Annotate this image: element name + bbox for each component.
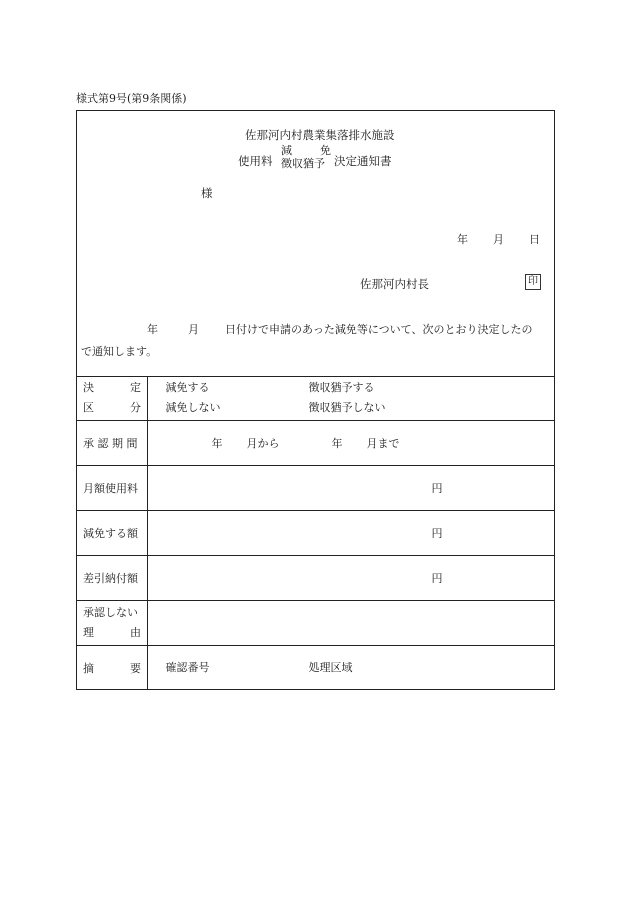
table-row bbox=[77, 601, 554, 646]
label-char: 決 bbox=[83, 381, 94, 394]
option-no-reduce[interactable]: 減免しない bbox=[165, 401, 221, 414]
period-year-to: 年 bbox=[331, 437, 343, 450]
reduction-amount-value[interactable] bbox=[147, 511, 554, 556]
reduction-bottom: 徴収猶予 bbox=[281, 157, 325, 170]
seal-mark: 印 bbox=[525, 274, 541, 290]
yen-unit: 円 bbox=[431, 482, 443, 495]
label-char: 定 bbox=[130, 381, 141, 394]
label-char: 要 bbox=[130, 662, 141, 675]
date-day: 日 bbox=[529, 233, 540, 246]
date-month: 月 bbox=[493, 233, 504, 246]
decision-table bbox=[77, 376, 554, 690]
body-year: 年 bbox=[147, 323, 158, 336]
summary-value bbox=[147, 646, 554, 691]
issue-date bbox=[457, 231, 540, 247]
body-month: 月 bbox=[188, 323, 199, 336]
confirmation-number-label: 確認番号 bbox=[165, 661, 210, 674]
reduction-type-stack bbox=[281, 144, 331, 170]
period-year-from: 年 bbox=[211, 437, 223, 450]
label-char: 区 bbox=[83, 401, 94, 414]
decision-options bbox=[147, 376, 554, 421]
table-row bbox=[77, 421, 554, 466]
net-payment-label: 差引納付額 bbox=[77, 556, 147, 601]
option-reduce[interactable]: 減免する bbox=[165, 381, 210, 394]
table-row bbox=[77, 466, 554, 511]
body-line2: で通知します。 bbox=[81, 345, 158, 358]
label-char: 摘 bbox=[83, 662, 94, 675]
table-row bbox=[77, 511, 554, 556]
reduction-amount-label: 減免する額 bbox=[77, 511, 147, 556]
form-number: 様式第9号(第9条関係) bbox=[76, 92, 187, 105]
label-line: 承認しない bbox=[83, 606, 138, 619]
addressee-honorific: 様 bbox=[201, 186, 213, 200]
date-year: 年 bbox=[457, 233, 468, 246]
yen-unit: 円 bbox=[431, 572, 443, 585]
decision-notice-title: 決定通知書 bbox=[334, 154, 392, 168]
decision-category-label bbox=[77, 376, 147, 421]
notice-form bbox=[76, 110, 555, 690]
period-from: 月から bbox=[246, 437, 280, 450]
label-char: 理 bbox=[83, 626, 94, 639]
period-to: 月まで bbox=[366, 437, 400, 450]
approval-period-label: 承 認 期 間 bbox=[77, 421, 147, 466]
table-row bbox=[77, 376, 554, 421]
option-defer[interactable]: 徴収猶予する bbox=[308, 381, 375, 394]
body-line1: 日付けで申請のあった減免等について、次のとおり決定したの bbox=[225, 323, 533, 336]
facility-title: 佐那河内村農業集落排水施設 bbox=[245, 128, 395, 142]
net-payment-value[interactable] bbox=[147, 556, 554, 601]
rejection-reason-label bbox=[77, 601, 147, 646]
notice-body bbox=[81, 319, 551, 363]
table-row bbox=[77, 646, 554, 691]
notice-header bbox=[77, 111, 554, 377]
yen-unit: 円 bbox=[431, 527, 443, 540]
approval-period-value[interactable] bbox=[147, 421, 554, 466]
reduction-top-left: 減 bbox=[281, 144, 292, 157]
rejection-reason-value[interactable] bbox=[147, 601, 554, 646]
monthly-fee-label: 月額使用料 bbox=[77, 466, 147, 511]
treatment-area-label: 処理区域 bbox=[308, 661, 353, 674]
label-char: 分 bbox=[130, 401, 141, 414]
reduction-top-right: 免 bbox=[320, 144, 331, 157]
monthly-fee-value[interactable] bbox=[147, 466, 554, 511]
summary-label bbox=[77, 646, 147, 691]
usage-fee-label: 使用料 bbox=[238, 154, 273, 168]
issuer-name: 佐那河内村長 bbox=[360, 277, 429, 291]
option-no-defer[interactable]: 徴収猶予しない bbox=[308, 401, 386, 414]
label-char: 由 bbox=[130, 626, 141, 639]
table-row bbox=[77, 556, 554, 601]
